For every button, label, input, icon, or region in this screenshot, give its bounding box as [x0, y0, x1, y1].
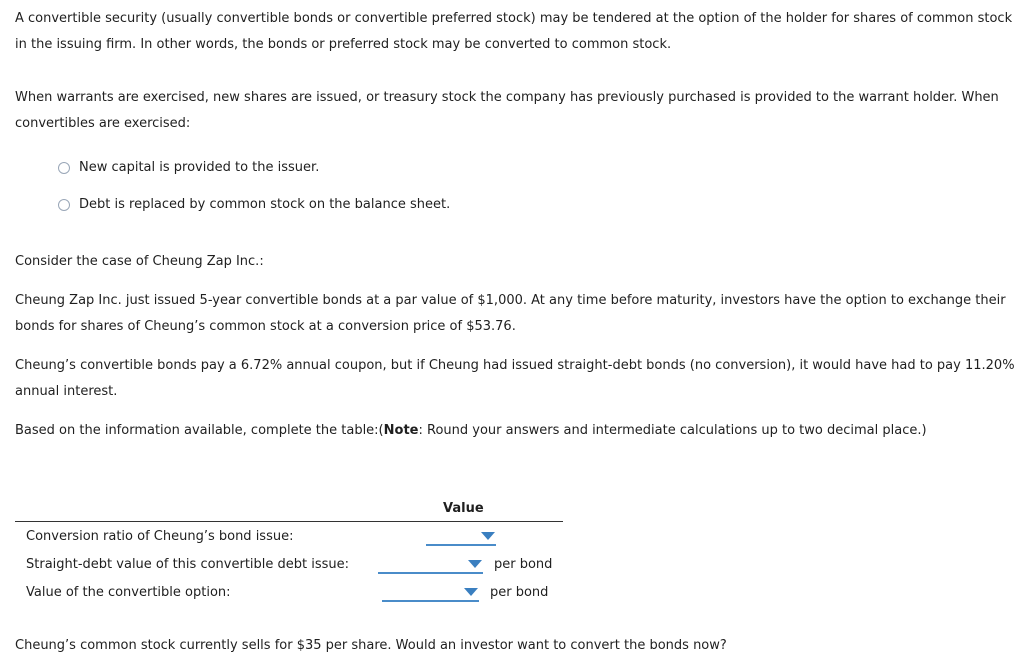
straight-debt-value-dropdown[interactable] — [378, 556, 483, 574]
intro-paragraph-2: When warrants are exercised, new shares are issued, or treasury stock the company has previously purchased is provided to the warrant holder. When convertibles are exercised: — [15, 90, 999, 131]
instruction-suffix: : Round your answers and intermediate calculations up to two decimal place.) — [418, 423, 927, 438]
question-2-text: Cheung’s common stock currently sells for $35 per share. Would an investor want to convert the bonds now? — [15, 638, 727, 653]
table-header-value: Value — [443, 501, 484, 516]
unit-label: per bond — [490, 585, 549, 600]
intro-paragraph-1: A convertible security (usually convertible bonds or convertible preferred stock) may be tendered at the option of the holder for shares of common stock in the issuing firm. In other words, the bonds or preferred stock may be converted to common stock. — [15, 11, 1013, 52]
case-title: Consider the case of Cheung Zap Inc.: — [15, 254, 264, 269]
chevron-down-icon[interactable] — [464, 588, 478, 596]
conversion-ratio-dropdown[interactable] — [426, 528, 496, 546]
unit-label: per bond — [494, 557, 553, 572]
row-label-straight-debt-value: Straight-debt value of this convertible debt issue: — [26, 557, 350, 572]
chevron-down-icon[interactable] — [468, 560, 482, 568]
option-new-capital[interactable] — [58, 158, 319, 178]
chevron-down-icon[interactable] — [481, 532, 495, 540]
option-label[interactable]: Debt is replaced by common stock on the balance sheet. — [79, 197, 451, 212]
instruction-prefix: Based on the information available, complete the table:( — [15, 423, 384, 438]
instructions — [15, 418, 1015, 444]
row-label-conversion-ratio: Conversion ratio of Cheung’s bond issue: — [26, 529, 294, 544]
convertible-option-value-dropdown[interactable] — [382, 584, 479, 602]
case-paragraph-1: Cheung Zap Inc. just issued 5-year convertible bonds at a par value of $1,000. At any time before maturity, investors have the option to exchange their bonds for shares of Cheung’s common stock at a conversion price of $53.76. — [15, 293, 1006, 334]
option-label[interactable]: New capital is provided to the issuer. — [79, 160, 320, 175]
radio-button[interactable] — [58, 199, 70, 211]
row-label-convertible-option-value: Value of the convertible option: — [26, 585, 231, 600]
note-label: Note — [383, 423, 419, 438]
radio-button[interactable] — [58, 162, 70, 174]
option-debt-replaced[interactable] — [58, 195, 450, 215]
case-paragraph-2: Cheung’s convertible bonds pay a 6.72% annual coupon, but if Cheung had issued straight-debt bonds (no conversion), it would have had to pay 11.20% annual interest. — [15, 358, 1015, 399]
table-divider — [15, 521, 563, 522]
